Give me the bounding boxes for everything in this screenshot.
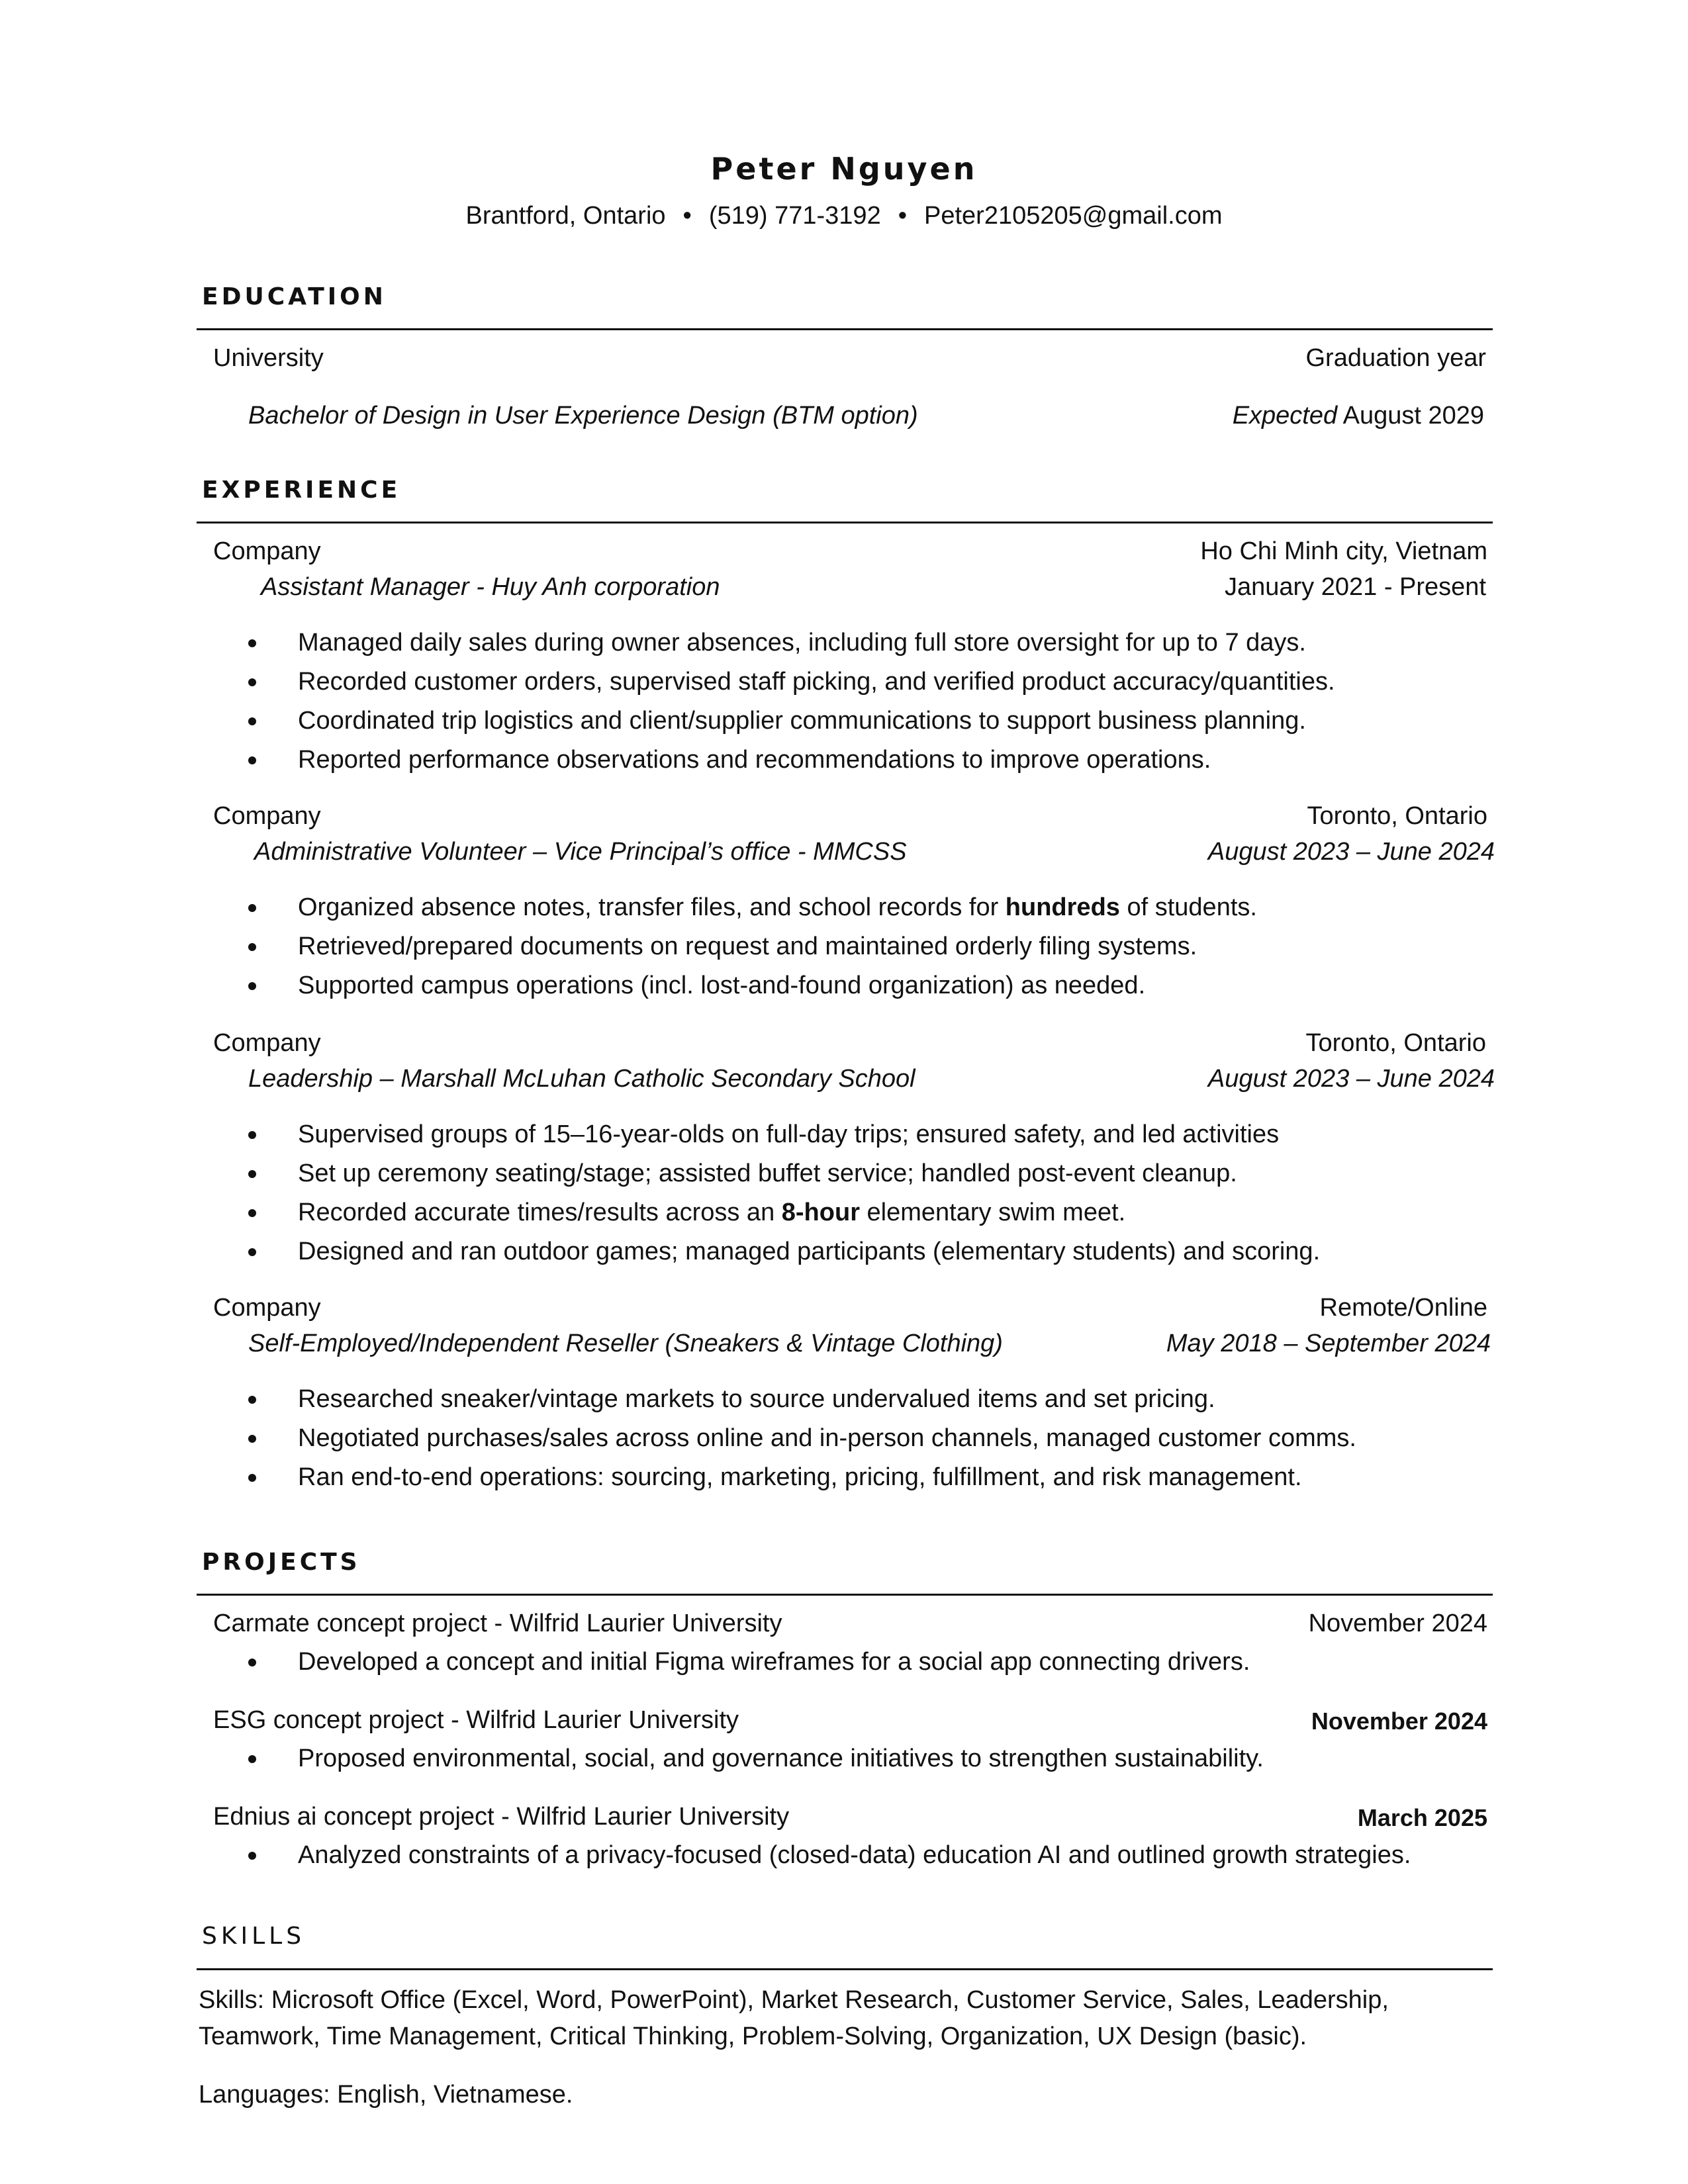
project-name: Ednius ai concept project - Wilfrid Laurier University [213, 1803, 790, 1831]
list-item: Managed daily sales during owner absences, including full store oversight for up to 7 days. [248, 623, 1335, 662]
list-item: Coordinated trip logistics and client/supplier communications to support business planning. [248, 702, 1335, 741]
job-location: Remote/Online [1319, 1294, 1487, 1322]
bullet-separator: • [898, 202, 908, 230]
list-item: Designed and ran outdoor games; managed participants (elementary students) and scoring. [248, 1232, 1320, 1271]
job-role: Administrative Volunteer – Vice Principal’s office - MMCSS [254, 838, 907, 866]
job-role: Leadership – Marshall McLuhan Catholic Secondary School [248, 1065, 915, 1093]
job-location: Ho Chi Minh city, Vietnam [1200, 537, 1487, 565]
bullet-separator: • [682, 202, 692, 230]
project-date: March 2025 [1357, 1804, 1487, 1831]
list-item: Negotiated purchases/sales across online and in-person channels, managed customer comms. [248, 1419, 1356, 1458]
project-name: ESG concept project - Wilfrid Laurier University [213, 1706, 739, 1734]
list-item: Retrieved/prepared documents on request and maintained orderly filing systems. [248, 927, 1257, 966]
candidate-name: Peter Nguyen [710, 151, 978, 187]
section-divider [197, 522, 1493, 523]
expected-date-value: August 2029 [1337, 402, 1484, 430]
contact-line [0, 202, 1688, 230]
list-item: Ran end-to-end operations: sourcing, marketing, pricing, fulfillment, and risk management. [248, 1458, 1356, 1497]
list-item: Organized absence notes, transfer files, and school records for hundreds of students. [248, 888, 1257, 927]
email: Peter2105205@gmail.com [924, 202, 1223, 230]
skills-line-1: Skills: Microsoft Office (Excel, Word, PowerPoint), Market Research, Customer Service, Sales, Leadership, [199, 1986, 1389, 2014]
experience-heading: EXPERIENCE [202, 477, 401, 504]
section-divider [197, 328, 1493, 330]
projects-heading: PROJECTS [202, 1549, 361, 1576]
list-item: Analyzed constraints of a privacy-focused (closed-data) education AI and outlined growth strategies. [248, 1836, 1411, 1875]
job-dates: August 2023 – June 2024 [1207, 1065, 1495, 1093]
job-dates: May 2018 – September 2024 [1166, 1330, 1491, 1357]
skills-heading: SKILLS [202, 1923, 306, 1950]
list-item: Developed a concept and initial Figma wireframes for a social app connecting drivers. [248, 1643, 1250, 1682]
education-heading: EDUCATION [202, 283, 387, 310]
list-item: Set up ceremony seating/stage; assisted buffet service; handled post-event cleanup. [248, 1154, 1320, 1193]
list-item: Recorded accurate times/results across an 8-hour elementary swim meet. [248, 1193, 1320, 1232]
section-divider [197, 1968, 1493, 1970]
project-date: November 2024 [1308, 1610, 1487, 1637]
job-company: Company [213, 802, 321, 830]
job-dates: January 2021 - Present [1224, 573, 1486, 601]
list-item: Proposed environmental, social, and governance initiatives to strengthen sustainability. [248, 1739, 1264, 1778]
list-item: Supported campus operations (incl. lost-and-found organization) as needed. [248, 966, 1257, 1005]
project-bullets [248, 1836, 1411, 1875]
project-bullets [248, 1643, 1250, 1682]
location: Brantford, Ontario [465, 202, 666, 230]
job-location: Toronto, Ontario [1307, 802, 1487, 830]
project-name: Carmate concept project - Wilfrid Laurier University [213, 1610, 782, 1637]
list-item: Recorded customer orders, supervised staff picking, and verified product accuracy/quantities. [248, 662, 1335, 702]
job-bullets [248, 888, 1257, 1005]
languages-line: Languages: English, Vietnamese. [199, 2081, 573, 2109]
skills-line-2: Teamwork, Time Management, Critical Thinking, Problem-Solving, Organization, UX Design (basic). [199, 2023, 1307, 2050]
section-divider [197, 1594, 1493, 1596]
job-company: Company [213, 1294, 321, 1322]
job-role: Assistant Manager - Huy Anh corporation [261, 573, 720, 601]
institution: University [213, 344, 324, 372]
graduation-label: Graduation year [1305, 344, 1486, 372]
phone: (519) 771-3192 [708, 202, 881, 230]
expected-word: Expected [1232, 402, 1338, 430]
list-item: Supervised groups of 15–16-year-olds on full-day trips; ensured safety, and led activities [248, 1115, 1320, 1154]
job-bullets [248, 1115, 1320, 1271]
job-bullets [248, 623, 1335, 780]
list-item: Researched sneaker/vintage markets to source undervalued items and set pricing. [248, 1380, 1356, 1419]
job-bullets [248, 1380, 1356, 1497]
project-date: November 2024 [1311, 1707, 1487, 1735]
job-company: Company [213, 1029, 321, 1057]
job-role: Self-Employed/Independent Reseller (Sneakers & Vintage Clothing) [248, 1330, 1003, 1357]
degree: Bachelor of Design in User Experience Design (BTM option) [248, 402, 918, 430]
job-dates: August 2023 – June 2024 [1207, 838, 1495, 866]
list-item: Reported performance observations and recommendations to improve operations. [248, 741, 1335, 780]
project-bullets [248, 1739, 1264, 1778]
job-company: Company [213, 537, 321, 565]
expected-date [1233, 402, 1484, 430]
job-location: Toronto, Ontario [1305, 1029, 1486, 1057]
